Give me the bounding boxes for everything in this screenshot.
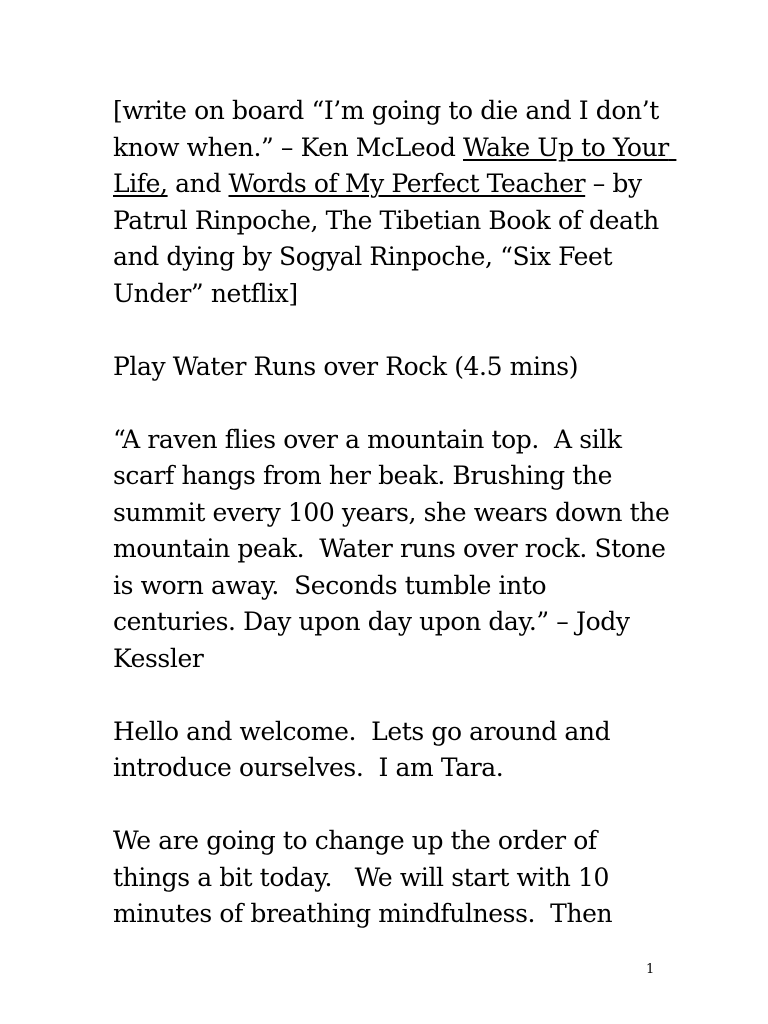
paragraph-reading-list bbox=[113, 93, 677, 312]
reading-list-intro: [write on board “I’m going to die and I don’t know when.” – Ken McLeod bbox=[113, 96, 667, 162]
paragraph-order: We are going to change up the order of things a bit today. We will start with 10 minutes of breathing mindfulness. Then bbox=[113, 826, 617, 928]
paragraph-play-music: Play Water Runs over Rock (4.5 mins) bbox=[113, 351, 579, 381]
book-title-perfect-teacher: Words of My Perfect Teacher bbox=[228, 169, 586, 198]
book-title-wake-up: Wake Up to Your Life, bbox=[113, 132, 677, 198]
reading-list-and: and bbox=[167, 169, 229, 198]
paragraph-welcome: Hello and welcome. Lets go around and introduce ourselves. I am Tara. bbox=[113, 716, 618, 782]
document-body bbox=[113, 93, 677, 933]
reading-list-rest: – by Patrul Rinpoche, The Tibetian Book of death and dying by Sogyal Rinpoche, “Six Feet Under” netflix] bbox=[113, 169, 667, 308]
paragraph-raven-quote: “A raven flies over a mountain top. A silk scarf hangs from her beak. Brushing the summit every 100 years, she wears down the mountain peak. Water runs over rock. Stone is worn away. Seconds tumble into centuries. Day upon day upon day.” – Jody Kessler bbox=[113, 424, 677, 673]
page-number: 1 bbox=[646, 962, 655, 977]
